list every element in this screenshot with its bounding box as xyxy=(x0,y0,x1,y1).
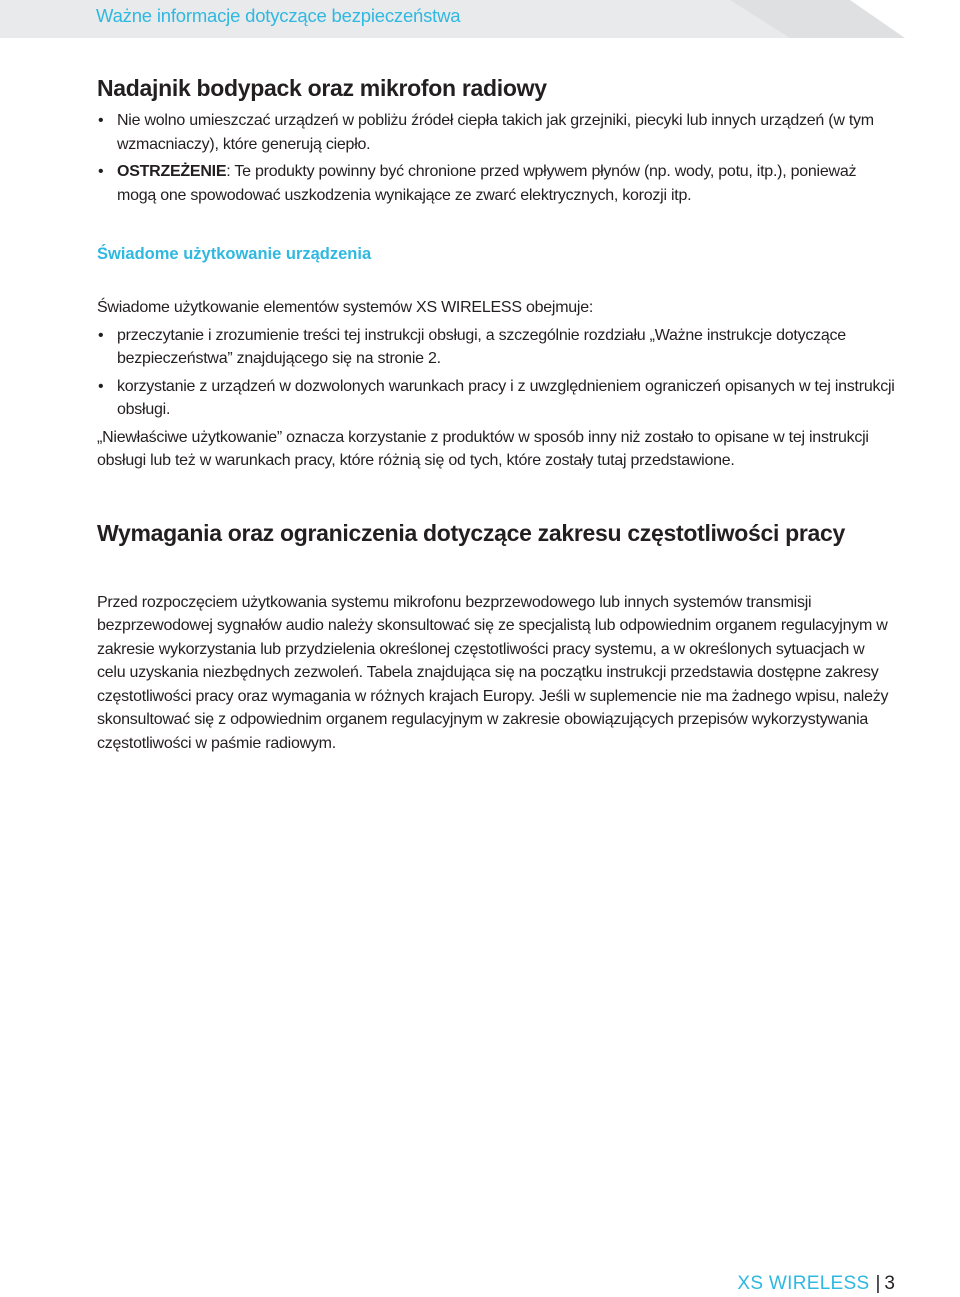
page-content xyxy=(97,70,897,755)
frequency-paragraph: Przed rozpoczęciem użytkowania systemu mikrofonu bezprzewodowego lub innych systemów transmisji bezprzewodowej sygnałów audio należy skonsultować się ze specjalistą lub odpowiednim organem regulacyjnym w zakresie wykorzystania lub przydzielenia określonej częstotliwości pracy systemu, a w określonych sytuacjach w celu uzyskania niezbędnych zezwoleń. Tabela znajdująca się na początku instrukcji przedstawia dostępne zakresy częstotliwości pracy oraz wymagania w różnych krajach Europy. Jeśli w suplemencie nie ma żadnego wpisu, należy skonsultować się z odpowiednim organem regulacyjnym w zakresie obowiązujących przepisów wykorzystywania częstotliwości w paśmie radiowym. xyxy=(97,593,889,752)
page-footer xyxy=(737,1272,895,1296)
misuse-paragraph: „Niewłaściwe użytkowanie” oznacza korzystanie z produktów w sposób inny niż zostało to opisane w tej instrukcji obsługi lub też w warunkach pracy, które różnią się od tych, które zostały tutaj przedstawione. xyxy=(97,428,869,469)
footer-brand: XS WIRELESS xyxy=(737,1273,870,1294)
section-heading-frequency: Wymagania oraz ograniczenia dotyczące zakresu częstotliwości pracy xyxy=(97,519,846,546)
page-header-band xyxy=(0,0,960,38)
running-header-title: Ważne informacje dotyczące bezpieczeństwa xyxy=(96,5,461,26)
section-heading-bodypack: Nadajnik bodypack oraz mikrofon radiowy xyxy=(97,75,547,101)
list-item xyxy=(97,324,897,371)
page-number: 3 xyxy=(884,1273,895,1294)
list-item-text: Nie wolno umieszczać urządzeń w pobliżu źródeł ciepła takich jak grzejniki, piecyki lub innych urządzeń (w tym wzmacniaczy), które generują ciepło. xyxy=(117,112,874,153)
list-item-text: Te produkty powinny być chronione przed wpływem płynów (np. wody, potu, itp.), ponieważ mogą one spowodować uszkodzenia wynikające ze zwarć elektrycznych, korozji itp. xyxy=(117,163,857,204)
list-item-text: przeczytanie i zrozumienie treści tej instrukcji obsługi, a szczególnie rozdziału „Ważne instrukcje dotyczące bezpieczeństwa” znajdującego się na stronie 2. xyxy=(117,326,846,367)
subsection-heading-usage: Świadome użytkowanie urządzenia xyxy=(97,245,372,263)
usage-intro-text: Świadome użytkowanie elementów systemów XS WIRELESS obejmuje: xyxy=(97,299,594,316)
bodypack-safety-list xyxy=(97,109,897,207)
list-item xyxy=(97,160,897,207)
list-item xyxy=(97,109,897,156)
header-fold-decoration xyxy=(730,0,960,38)
usage-list xyxy=(97,324,897,422)
warning-label: OSTRZEŻENIE xyxy=(117,163,227,180)
footer-separator: | xyxy=(875,1273,881,1294)
list-item xyxy=(97,375,897,422)
warning-colon: : xyxy=(226,163,235,180)
list-item-text: korzystanie z urządzeń w dozwolonych warunkach pracy i z uwzględnieniem ograniczeń opisanych w tej instrukcji obsługi. xyxy=(117,377,895,418)
